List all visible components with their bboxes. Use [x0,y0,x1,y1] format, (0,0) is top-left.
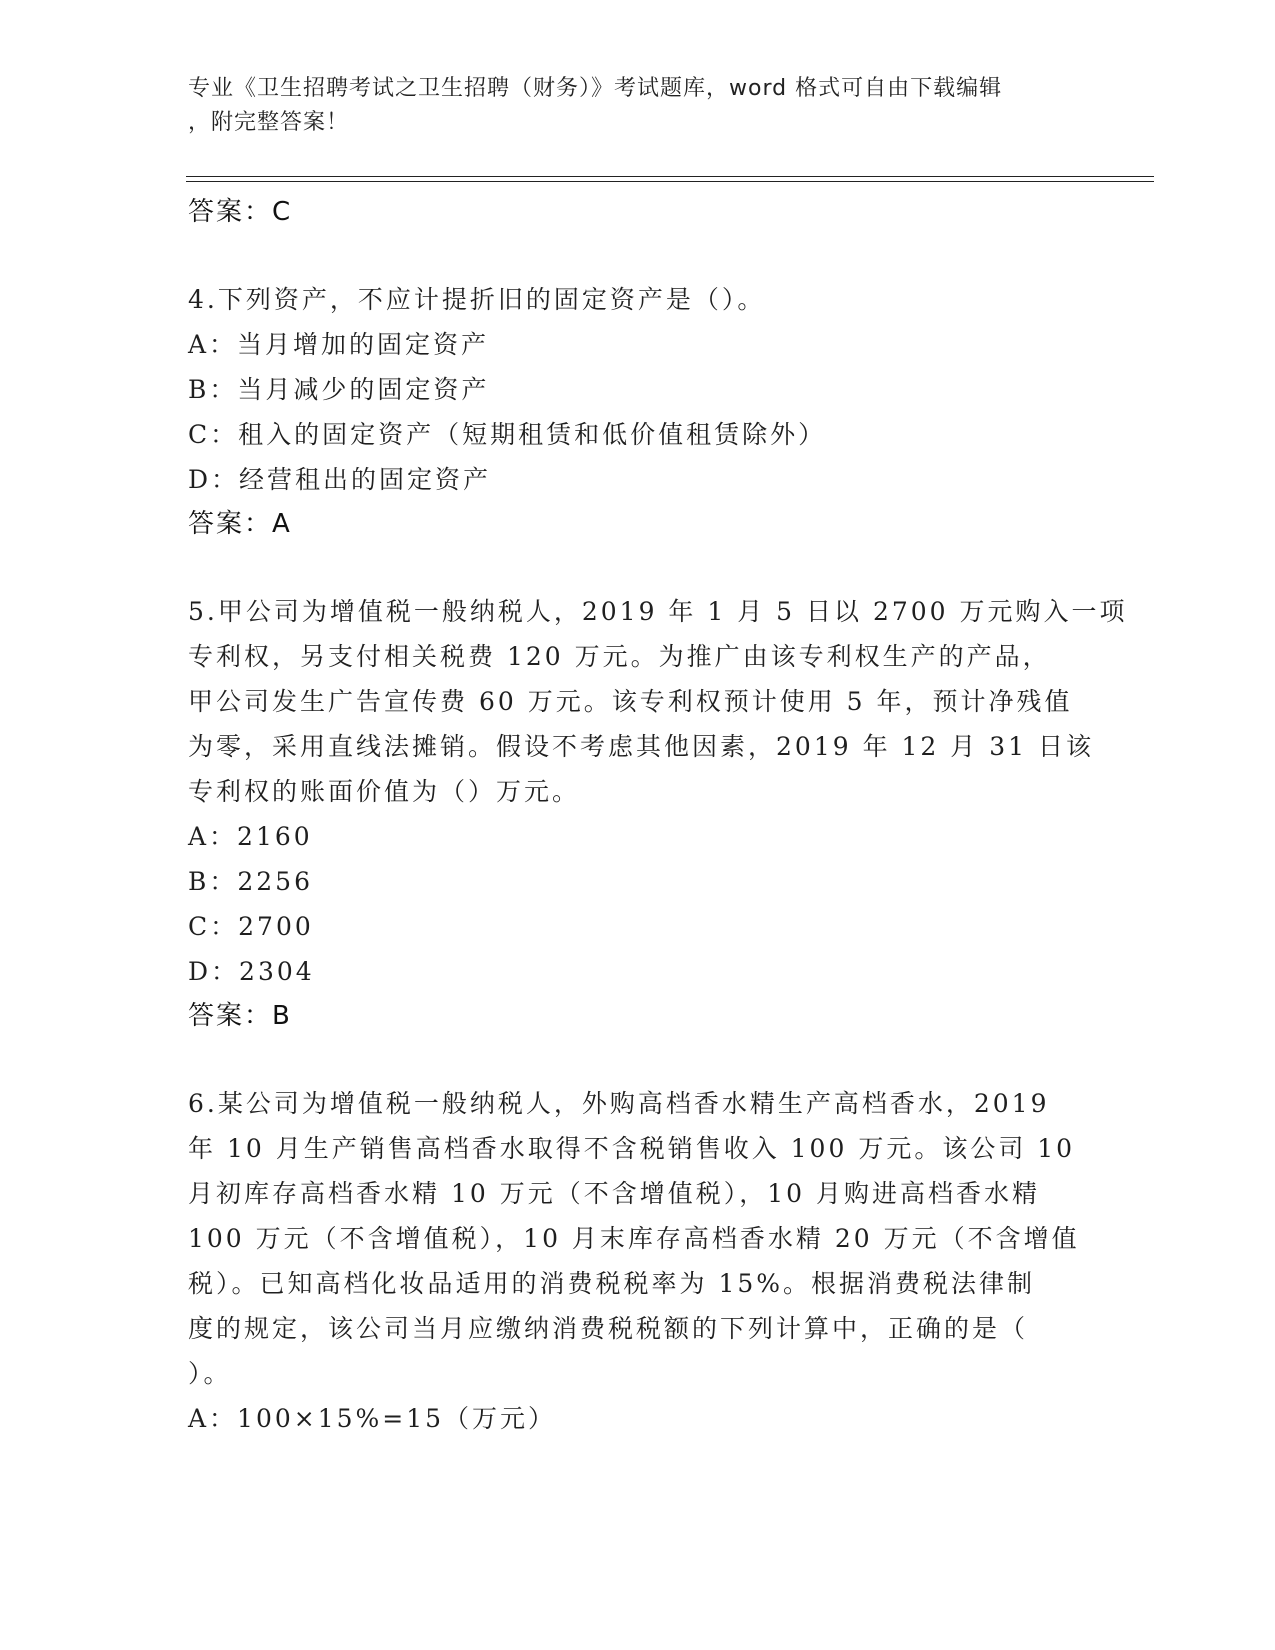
question-content [188,190,1128,1441]
question-5-option-a: A：2160 [188,822,313,851]
question-5-option-b: B：2256 [188,867,313,896]
spacer [188,546,1088,589]
question-4-option-c: C：租入的固定资产（短期租赁和低价值租赁除外） [188,420,827,449]
header-divider-top [186,176,1154,177]
header-line-1: 专业《卫生招聘考试之卫生招聘（财务）》考试题库，word 格式可自由下载编辑 [188,76,1003,101]
header-divider-bottom [186,181,1154,182]
question-6-stem-line-3: 月初库存高档香水精 10 万元（不含增值税），10 月购进高档香水精 [188,1179,1040,1208]
question-5-stem-line-5: 专利权的账面价值为（）万元。 [188,777,581,806]
question-5-stem-line-2: 专利权，另支付相关税费 120 万元。为推广由该专利权生产的产品， [188,642,1051,671]
header-line-2: ，附完整答案！ [188,110,350,135]
question-4-option-a: A：当月增加的固定资产 [188,330,490,359]
question-5-stem-line-4: 为零，采用直线法摊销。假设不考虑其他因素，2019 年 12 月 31 日该 [188,732,1094,761]
question-5-stem-line-3: 甲公司发生广告宣传费 60 万元。该专利权预计使用 5 年，预计净残值 [188,687,1073,716]
spacer [188,1038,1088,1081]
question-6-stem-line-5: 税）。已知高档化妆品适用的消费税税率为 15%。根据消费税法律制 [188,1269,1036,1298]
question-4-answer: 答案：A [188,509,292,539]
question-6-stem-line-4: 100 万元（不含增值税），10 月末库存高档香水精 20 万元（不含增值 [188,1224,1080,1253]
question-4-option-b: B：当月减少的固定资产 [188,375,490,404]
spacer [188,234,1088,277]
question-5-option-d: D：2304 [188,957,315,986]
question-6 [188,1081,1088,1441]
question-4-stem-line-1: 4.下列资产，不应计提折旧的固定资产是（）。 [188,285,766,314]
question-5-option-c: C：2700 [188,912,314,941]
question-5-answer: 答案：B [188,1001,292,1031]
document-header [188,72,1088,140]
question-6-stem-line-2: 年 10 月生产销售高档香水取得不含税销售收入 100 万元。该公司 10 [188,1134,1076,1163]
question-6-option-a: A：100×15%=15（万元） [188,1404,557,1433]
question-6-stem-line-1: 6.某公司为增值税一般纳税人，外购高档香水精生产高档香水，2019 [188,1089,1050,1118]
question-6-stem-line-6: 度的规定，该公司当月应缴纳消费税税额的下列计算中，正确的是（ [188,1314,1029,1343]
previous-answer: 答案：C [188,197,293,227]
question-6-stem-line-7: ）。 [188,1359,232,1388]
question-5 [188,589,1128,1038]
question-4 [188,277,1088,546]
question-5-stem-line-1: 5.甲公司为增值税一般纳税人，2019 年 1 月 5 日以 2700 万元购入一项 [188,597,1128,626]
question-4-option-d: D：经营租出的固定资产 [188,465,492,494]
